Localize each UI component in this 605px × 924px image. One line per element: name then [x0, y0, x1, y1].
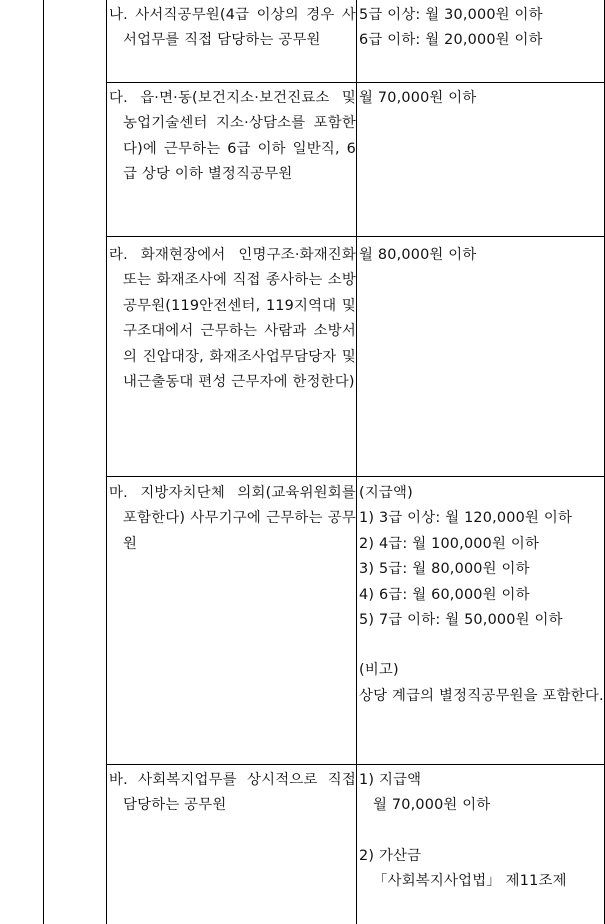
amount-item: 2) 가산금	[359, 847, 422, 864]
amount-item: 5) 7급 이하: 월 50,000원 이하	[359, 612, 563, 629]
amount-item: 4) 6급: 월 60,000원 이하	[359, 586, 530, 603]
amount-item: 1) 3급 이상: 월 120,000원 이하	[359, 510, 573, 527]
row-na-amount	[359, 3, 605, 54]
row-na-description: 나. 사서직공무원(4급 이상의 경우 사서업무를 직접 담당하는 공무원	[109, 7, 356, 49]
row-ba-description: 바. 사회복지업무를 상시적으로 직접 담당하는 공무원	[109, 772, 356, 814]
amount-line: 월 80,000원 이하	[359, 247, 477, 263]
row-da-description: 다. 읍·면·동(보건지소·보건진료소 및 농업기술센터 지소·상담소를 포함한다)에 근무하는 6급 이하 일반직, 6급 상당 이하 별정직공무원	[109, 90, 356, 183]
amount-line: 5급 이상: 월 30,000원 이하	[359, 7, 543, 23]
row-divider	[106, 764, 605, 765]
spacer	[359, 819, 605, 844]
amount-value: 월 70,000원 이하	[373, 797, 491, 814]
amount-item: 3) 5급: 월 80,000원 이하	[359, 561, 530, 578]
table-border-left	[43, 0, 44, 924]
table-border-category	[106, 0, 107, 924]
row-divider	[106, 236, 605, 237]
note-text: 상당 계급의 별정직공무원을 포함한다.	[359, 687, 604, 704]
table-border-middle	[356, 0, 357, 924]
amount-item: 2) 4급: 월 100,000원 이하	[359, 535, 540, 552]
row-ra-amount	[359, 243, 605, 268]
row-ra-description: 라. 화재현장에서 인명구조·화재진화 또는 화재조사에 직접 종사하는 소방공무원(119안전센터, 119지역대 및 구조대에서 근무하는 사람과 소방서의 진압대장, 화재조사업무담당자 및 내근출동대 편성 근무자에 한정한다)	[109, 247, 356, 391]
amount-heading: (지급액)	[359, 485, 413, 501]
amount-line: 월 70,000원 이하	[359, 90, 477, 106]
row-ba-amount	[359, 768, 605, 895]
spacer	[359, 633, 605, 658]
row-divider	[106, 82, 605, 83]
amount-line: 6급 이하: 월 20,000원 이하	[359, 32, 543, 49]
amount-item: 1) 지급액	[359, 772, 422, 788]
row-divider	[106, 476, 605, 477]
row-ma-amount	[359, 481, 605, 709]
note-heading: (비고)	[359, 662, 399, 679]
row-da-amount	[359, 86, 605, 111]
amount-value: 「사회복지사업법」 제11조제	[373, 873, 567, 890]
row-ma-description: 마. 지방자치단체 의회(교육위원회를 포함한다) 사무기구에 근무하는 공무원	[109, 485, 356, 552]
